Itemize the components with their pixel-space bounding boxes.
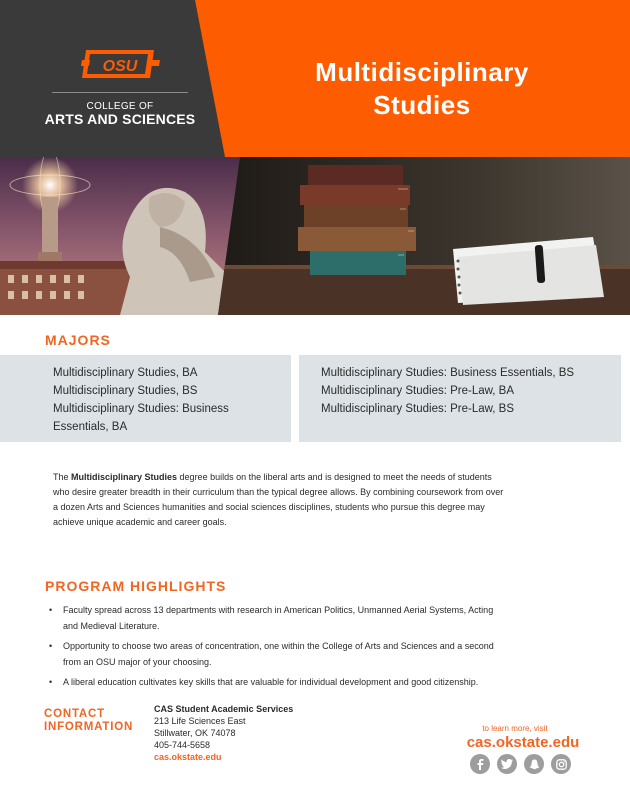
highlight-item bbox=[49, 638, 509, 670]
college-name-line1: COLLEGE OF bbox=[86, 101, 154, 112]
major-item: Multidisciplinary Studies: Business Essentials, BS bbox=[321, 367, 575, 379]
learn-more-text: to learn more, visit bbox=[482, 724, 548, 733]
website-link[interactable]: cas.okstate.edu bbox=[466, 734, 580, 751]
program-description bbox=[53, 470, 508, 530]
osu-logo bbox=[80, 44, 160, 84]
description-body: degree builds on the liberal arts and is designed to meet the needs of students who desire greater breadth in their curriculum than the typical degree allows. By combining coursework from over a dozen Arts and Sciences humanities and social sciences disciplines, students who pursue this degree may achieve unique academic and career goals. bbox=[53, 472, 504, 527]
bullet-icon: • bbox=[49, 605, 53, 615]
major-item: Multidisciplinary Studies: Business bbox=[53, 403, 229, 415]
contact-org: CAS Student Academic Services bbox=[154, 704, 294, 714]
contact-details bbox=[154, 703, 293, 763]
thinker-statue-photo bbox=[0, 157, 240, 315]
major-item: Multidisciplinary Studies, BA bbox=[53, 367, 198, 379]
highlights-heading: PROGRAM HIGHLIGHTS bbox=[45, 578, 227, 594]
major-item: Multidisciplinary Studies: Pre-Law, BS bbox=[321, 403, 515, 415]
instagram-icon[interactable] bbox=[551, 754, 571, 774]
highlight-text: A liberal education cultivates key skills that are valuable for individual development and good citizenship. bbox=[63, 677, 479, 687]
social-icons bbox=[470, 754, 580, 776]
page-title-line2: Studies bbox=[373, 90, 471, 120]
major-item: Multidisciplinary Studies: Pre-Law, BA bbox=[321, 385, 515, 397]
major-item: Essentials, BA bbox=[53, 421, 128, 433]
contact-address-line2: Stillwater, OK 74078 bbox=[154, 728, 236, 738]
contact-phone: 405-744-5658 bbox=[154, 740, 211, 750]
highlight-item bbox=[49, 674, 509, 690]
majors-list-left bbox=[0, 355, 291, 442]
contact-heading-line2: INFORMATION bbox=[44, 721, 134, 733]
description-program-name: Multidisciplinary Studies bbox=[71, 472, 178, 482]
college-name-line2: ARTS AND SCIENCES bbox=[44, 111, 196, 127]
logo-divider bbox=[52, 92, 188, 93]
twitter-icon[interactable] bbox=[497, 754, 517, 774]
description-prefix: The bbox=[53, 472, 72, 482]
highlight-text: Opportunity to choose two areas of concentration, one within the College of Arts and Sciences and a second from an OSU major of your choosing. bbox=[63, 641, 494, 667]
osu-logo-text: OSU bbox=[102, 58, 138, 75]
contact-website-link[interactable]: cas.okstate.edu bbox=[154, 752, 222, 762]
major-item: Multidisciplinary Studies, BS bbox=[53, 385, 198, 397]
page-title bbox=[262, 56, 582, 122]
bullet-icon: • bbox=[49, 641, 53, 651]
contact-heading-line1: CONTACT bbox=[44, 708, 105, 720]
highlights-list bbox=[49, 602, 509, 694]
contact-address-line1: 213 Life Sciences East bbox=[154, 716, 246, 726]
facebook-icon[interactable] bbox=[470, 754, 490, 774]
highlight-item bbox=[49, 602, 509, 634]
highlight-text: Faculty spread across 13 departments with research in American Politics, Unmanned Aerial Systems, Acting and Medieval Literature. bbox=[63, 605, 494, 631]
bullet-icon: • bbox=[49, 677, 53, 687]
majors-list-right bbox=[299, 355, 621, 442]
books-notebook-photo bbox=[218, 157, 630, 315]
contact-heading bbox=[44, 708, 149, 734]
page-title-line1: Multidisciplinary bbox=[315, 57, 529, 87]
snapchat-icon[interactable] bbox=[524, 754, 544, 774]
majors-heading: MAJORS bbox=[45, 332, 111, 348]
